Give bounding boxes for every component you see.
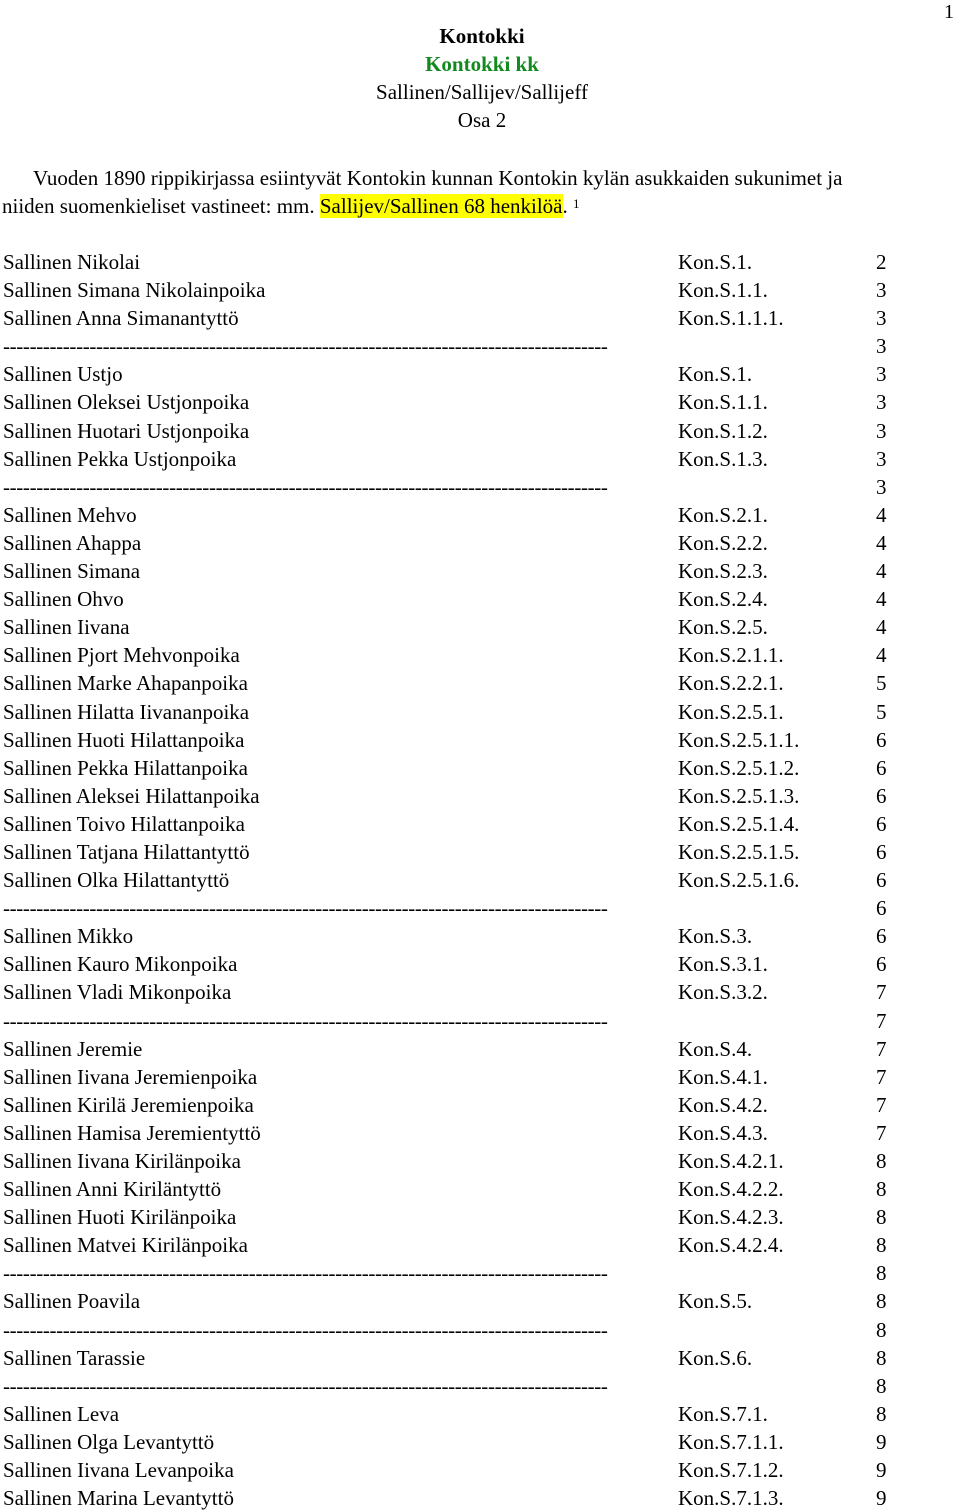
entry-code: Kon.S.7.1.3. <box>678 1486 784 1511</box>
entry-page-number: 6 <box>876 896 887 921</box>
entry-page-number: 4 <box>876 615 887 640</box>
entry-page-number: 8 <box>876 1317 887 1342</box>
toc-entry[interactable] <box>3 1119 903 1147</box>
toc-entry[interactable] <box>3 1456 903 1484</box>
entry-code: Kon.S.2.5.1.1. <box>678 727 800 752</box>
toc-entry[interactable] <box>3 276 903 304</box>
entry-page-number: 5 <box>876 699 887 724</box>
entry-code: Kon.S.2.2.1. <box>678 671 784 696</box>
entry-code: Kon.S.1.2. <box>678 418 768 443</box>
toc-entry[interactable] <box>3 1287 903 1315</box>
entry-page-number: 6 <box>876 811 887 836</box>
entry-name: Sallinen Pekka Hilattanpoika <box>3 755 248 780</box>
entry-code: Kon.S.4.2. <box>678 1092 768 1117</box>
toc-entry[interactable] <box>3 669 903 697</box>
entry-name: Sallinen Matvei Kirilänpoika <box>3 1233 248 1258</box>
document-header <box>0 22 960 134</box>
entry-page-number: 6 <box>876 783 887 808</box>
toc-entry[interactable] <box>3 388 903 416</box>
entry-page-number: 8 <box>876 1261 887 1286</box>
toc-entry[interactable] <box>3 1035 903 1063</box>
highlighted-count: Sallijev/Sallinen 68 henkilöä <box>319 194 563 218</box>
entry-name: Sallinen Olga Levantyttö <box>3 1429 215 1454</box>
separator-line: ------------------------------------------------------------------------------------------- <box>3 1373 608 1398</box>
toc-entry[interactable] <box>3 1203 903 1231</box>
entry-page-number: 7 <box>876 1120 887 1145</box>
toc-entry[interactable] <box>3 304 903 332</box>
entry-page-number: 8 <box>876 1289 887 1314</box>
entry-name: Sallinen Iivana Jeremienpoika <box>3 1064 258 1089</box>
entry-name: Sallinen Mehvo <box>3 502 137 527</box>
entry-page-number: 7 <box>876 1008 887 1033</box>
separator-line: ------------------------------------------------------------------------------------------- <box>3 896 608 921</box>
entry-code: Kon.S.3.2. <box>678 980 768 1005</box>
entry-code: Kon.S.6. <box>678 1345 753 1370</box>
entry-code: Kon.S.1. <box>678 250 753 274</box>
entry-code: Kon.S.1.3. <box>678 446 768 471</box>
entry-page-number: 3 <box>876 390 887 415</box>
entry-name: Sallinen Hilatta Iivananpoika <box>3 699 250 724</box>
entry-name: Sallinen Nikolai <box>3 250 141 274</box>
intro-paragraph <box>2 164 960 220</box>
entry-code: Kon.S.7.1.1. <box>678 1429 784 1454</box>
entry-name: Sallinen Poavila <box>3 1289 141 1314</box>
entry-name: Sallinen Kauro Mikonpoika <box>3 952 238 977</box>
entry-code: Kon.S.4.1. <box>678 1064 768 1089</box>
separator-row <box>3 473 903 501</box>
toc-entry[interactable] <box>3 782 903 810</box>
entry-page-number: 8 <box>876 1177 887 1202</box>
entry-page-number: 6 <box>876 839 887 864</box>
entry-page-number: 4 <box>876 559 887 584</box>
entry-name: Sallinen Mikko <box>3 924 134 949</box>
separator-line: ------------------------------------------------------------------------------------------- <box>3 334 608 359</box>
entry-page-number: 7 <box>876 1092 887 1117</box>
entry-page-number: 8 <box>876 1233 887 1258</box>
page-number: 1 <box>944 1 954 23</box>
entry-name: Sallinen Simana <box>3 559 141 584</box>
toc-entry[interactable] <box>3 1344 903 1372</box>
toc-entry[interactable] <box>3 754 903 782</box>
entry-name: Sallinen Aleksei Hilattanpoika <box>3 783 260 808</box>
separator-line: ------------------------------------------------------------------------------------------- <box>3 1008 608 1033</box>
toc-entry[interactable] <box>3 1091 903 1119</box>
document-subtitle: Kontokki kk <box>425 52 539 76</box>
entry-name: Sallinen Iivana Levanpoika <box>3 1458 234 1483</box>
entry-code: Kon.S.4.3. <box>678 1120 768 1145</box>
toc-entry[interactable] <box>3 1484 903 1512</box>
entry-code: Kon.S.4.2.4. <box>678 1233 784 1258</box>
entry-page-number: 4 <box>876 530 887 555</box>
separator-row <box>3 1316 903 1344</box>
entry-code: Kon.S.7.1.2. <box>678 1458 784 1483</box>
toc-entry[interactable] <box>3 950 903 978</box>
entry-code: Kon.S.3. <box>678 924 753 949</box>
entry-page-number: 6 <box>876 755 887 780</box>
toc-entry[interactable] <box>3 978 903 1006</box>
entry-code: Kon.S.2.5.1.2. <box>678 755 800 780</box>
entry-page-number: 6 <box>876 868 887 893</box>
toc-entry[interactable] <box>3 445 903 473</box>
toc-entry[interactable] <box>3 1147 903 1175</box>
toc-entry[interactable] <box>3 529 903 557</box>
entry-code: Kon.S.4. <box>678 1036 753 1061</box>
entry-name: Sallinen Oleksei Ustjonpoika <box>3 390 250 415</box>
surname-variants: Sallinen/Sallijev/Sallijeff <box>376 80 588 104</box>
toc-entry[interactable] <box>3 698 903 726</box>
entry-code: Kon.S.2.2. <box>678 530 768 555</box>
entry-name: Sallinen Vladi Mikonpoika <box>3 980 232 1005</box>
separator-row <box>3 1259 903 1287</box>
entry-page-number: 6 <box>876 952 887 977</box>
entry-page-number: 4 <box>876 643 887 668</box>
entry-name: Sallinen Jeremie <box>3 1036 143 1061</box>
entry-name: Sallinen Huoti Hilattanpoika <box>3 727 245 752</box>
toc-entry[interactable] <box>3 248 903 276</box>
entry-page-number: 3 <box>876 306 887 331</box>
toc-entry[interactable] <box>3 726 903 754</box>
entry-code: Kon.S.2.1.1. <box>678 643 784 668</box>
toc-entry[interactable] <box>3 1231 903 1259</box>
entry-page-number: 6 <box>876 727 887 752</box>
entry-page-number: 8 <box>876 1205 887 1230</box>
footnote-marker[interactable]: 1 <box>573 196 580 211</box>
toc-entry[interactable] <box>3 501 903 529</box>
entry-code: Kon.S.2.4. <box>678 587 768 612</box>
entry-code: Kon.S.4.2.3. <box>678 1205 784 1230</box>
entry-name: Sallinen Marina Levantyttö <box>3 1486 234 1511</box>
entry-page-number: 8 <box>876 1345 887 1370</box>
separator-row <box>3 1007 903 1035</box>
separator-row <box>3 332 903 360</box>
entry-page-number: 8 <box>876 1149 887 1173</box>
entry-code: Kon.S.5. <box>678 1289 753 1314</box>
toc-entry[interactable] <box>3 613 903 641</box>
entry-code: Kon.S.1.1. <box>678 278 768 303</box>
entry-name: Sallinen Pekka Ustjonpoika <box>3 446 237 471</box>
entry-name: Sallinen Toivo Hilattanpoika <box>3 811 245 836</box>
toc-entry[interactable] <box>3 417 903 445</box>
intro-line-2-end: . <box>562 194 574 218</box>
entry-name: Sallinen Tatjana Hilattantyttö <box>3 839 250 864</box>
separator-line: ------------------------------------------------------------------------------------------- <box>3 1261 608 1286</box>
toc-entry[interactable] <box>3 641 903 669</box>
entry-name: Sallinen Leva <box>3 1401 120 1426</box>
document-part: Osa 2 <box>457 108 507 132</box>
entry-page-number: 3 <box>876 278 887 303</box>
entry-name: Sallinen Ohvo <box>3 587 124 612</box>
entry-code: Kon.S.2.5.1.6. <box>678 868 800 893</box>
entry-page-number: 4 <box>876 502 887 527</box>
entry-page-number: 9 <box>876 1458 887 1483</box>
entry-code: Kon.S.2.5.1.3. <box>678 783 800 808</box>
entry-page-number: 3 <box>876 446 887 471</box>
entry-code: Kon.S.1.1. <box>678 390 768 415</box>
intro-line-2-text: niiden suomenkieliset vastineet: mm. <box>2 194 320 218</box>
separator-line: ------------------------------------------------------------------------------------------- <box>3 474 608 499</box>
entry-page-number: 7 <box>876 1064 887 1089</box>
entry-name: Sallinen Anni Kiriläntyttö <box>3 1177 222 1202</box>
toc-entry[interactable] <box>3 838 903 866</box>
entry-code: Kon.S.2.5.1.4. <box>678 811 800 836</box>
entry-code: Kon.S.1. <box>678 362 753 387</box>
entry-code: Kon.S.1.1.1. <box>678 306 784 331</box>
entry-code: Kon.S.4.2.2. <box>678 1177 784 1202</box>
entry-page-number: 9 <box>876 1486 887 1511</box>
entry-name: Sallinen Hamisa Jeremientyttö <box>3 1120 261 1145</box>
toc-entry[interactable] <box>3 360 903 388</box>
entry-name: Sallinen Marke Ahapanpoika <box>3 671 248 696</box>
toc-entry[interactable] <box>3 922 903 950</box>
entry-code: Kon.S.3.1. <box>678 952 768 977</box>
document-title: Kontokki <box>439 24 525 48</box>
separator-row <box>3 1372 903 1400</box>
entry-code: Kon.S.2.1. <box>678 502 768 527</box>
entry-page-number: 3 <box>876 418 887 443</box>
toc-entry[interactable] <box>3 1063 903 1091</box>
toc-entry[interactable] <box>3 585 903 613</box>
entry-page-number: 8 <box>876 1401 887 1426</box>
toc-entry[interactable] <box>3 866 903 894</box>
entry-page-number: 5 <box>876 671 887 696</box>
entry-code: Kon.S.2.5.1.5. <box>678 839 800 864</box>
intro-line-2 <box>2 192 960 220</box>
entry-name: Sallinen Iivana Kirilänpoika <box>3 1149 241 1173</box>
entry-code: Kon.S.7.1. <box>678 1401 768 1426</box>
entry-name: Sallinen Anna Simanantyttö <box>3 306 239 331</box>
entry-name: Sallinen Tarassie <box>3 1345 146 1370</box>
entry-name: Sallinen Iivana <box>3 615 130 640</box>
entry-code: Kon.S.4.2.1. <box>678 1149 784 1173</box>
entry-code: Kon.S.2.3. <box>678 559 768 584</box>
toc-entry[interactable] <box>3 557 903 585</box>
entry-name: Sallinen Huotari Ustjonpoika <box>3 418 250 443</box>
entry-page-number: 6 <box>876 924 887 949</box>
intro-line-1: Vuoden 1890 rippikirjassa esiintyvät Kontokin kunnan Kontokin kylän asukkaiden sukunimet ja <box>33 166 843 190</box>
toc-entry[interactable] <box>3 1428 903 1456</box>
table-of-contents <box>3 248 903 1512</box>
toc-entry[interactable] <box>3 810 903 838</box>
entry-code: Kon.S.2.5.1. <box>678 699 784 724</box>
entry-page-number: 9 <box>876 1429 887 1454</box>
entry-page-number: 8 <box>876 1373 887 1398</box>
entry-name: Sallinen Olka Hilattantyttö <box>3 868 230 893</box>
entry-code: Kon.S.2.5. <box>678 615 768 640</box>
entry-page-number: 7 <box>876 1036 887 1061</box>
entry-name: Sallinen Ustjo <box>3 362 123 387</box>
entry-page-number: 3 <box>876 474 887 499</box>
entry-page-number: 3 <box>876 362 887 387</box>
toc-entry[interactable] <box>3 1400 903 1428</box>
toc-entry[interactable] <box>3 1175 903 1203</box>
entry-name: Sallinen Pjort Mehvonpoika <box>3 643 240 668</box>
entry-name: Sallinen Simana Nikolainpoika <box>3 278 266 303</box>
separator-line: ------------------------------------------------------------------------------------------- <box>3 1317 608 1342</box>
entry-name: Sallinen Kirilä Jeremienpoika <box>3 1092 254 1117</box>
entry-page-number: 2 <box>876 250 887 274</box>
entry-name: Sallinen Ahappa <box>3 530 142 555</box>
separator-row <box>3 894 903 922</box>
entry-page-number: 4 <box>876 587 887 612</box>
entry-page-number: 7 <box>876 980 887 1005</box>
entry-page-number: 3 <box>876 334 887 359</box>
entry-name: Sallinen Huoti Kirilänpoika <box>3 1205 237 1230</box>
